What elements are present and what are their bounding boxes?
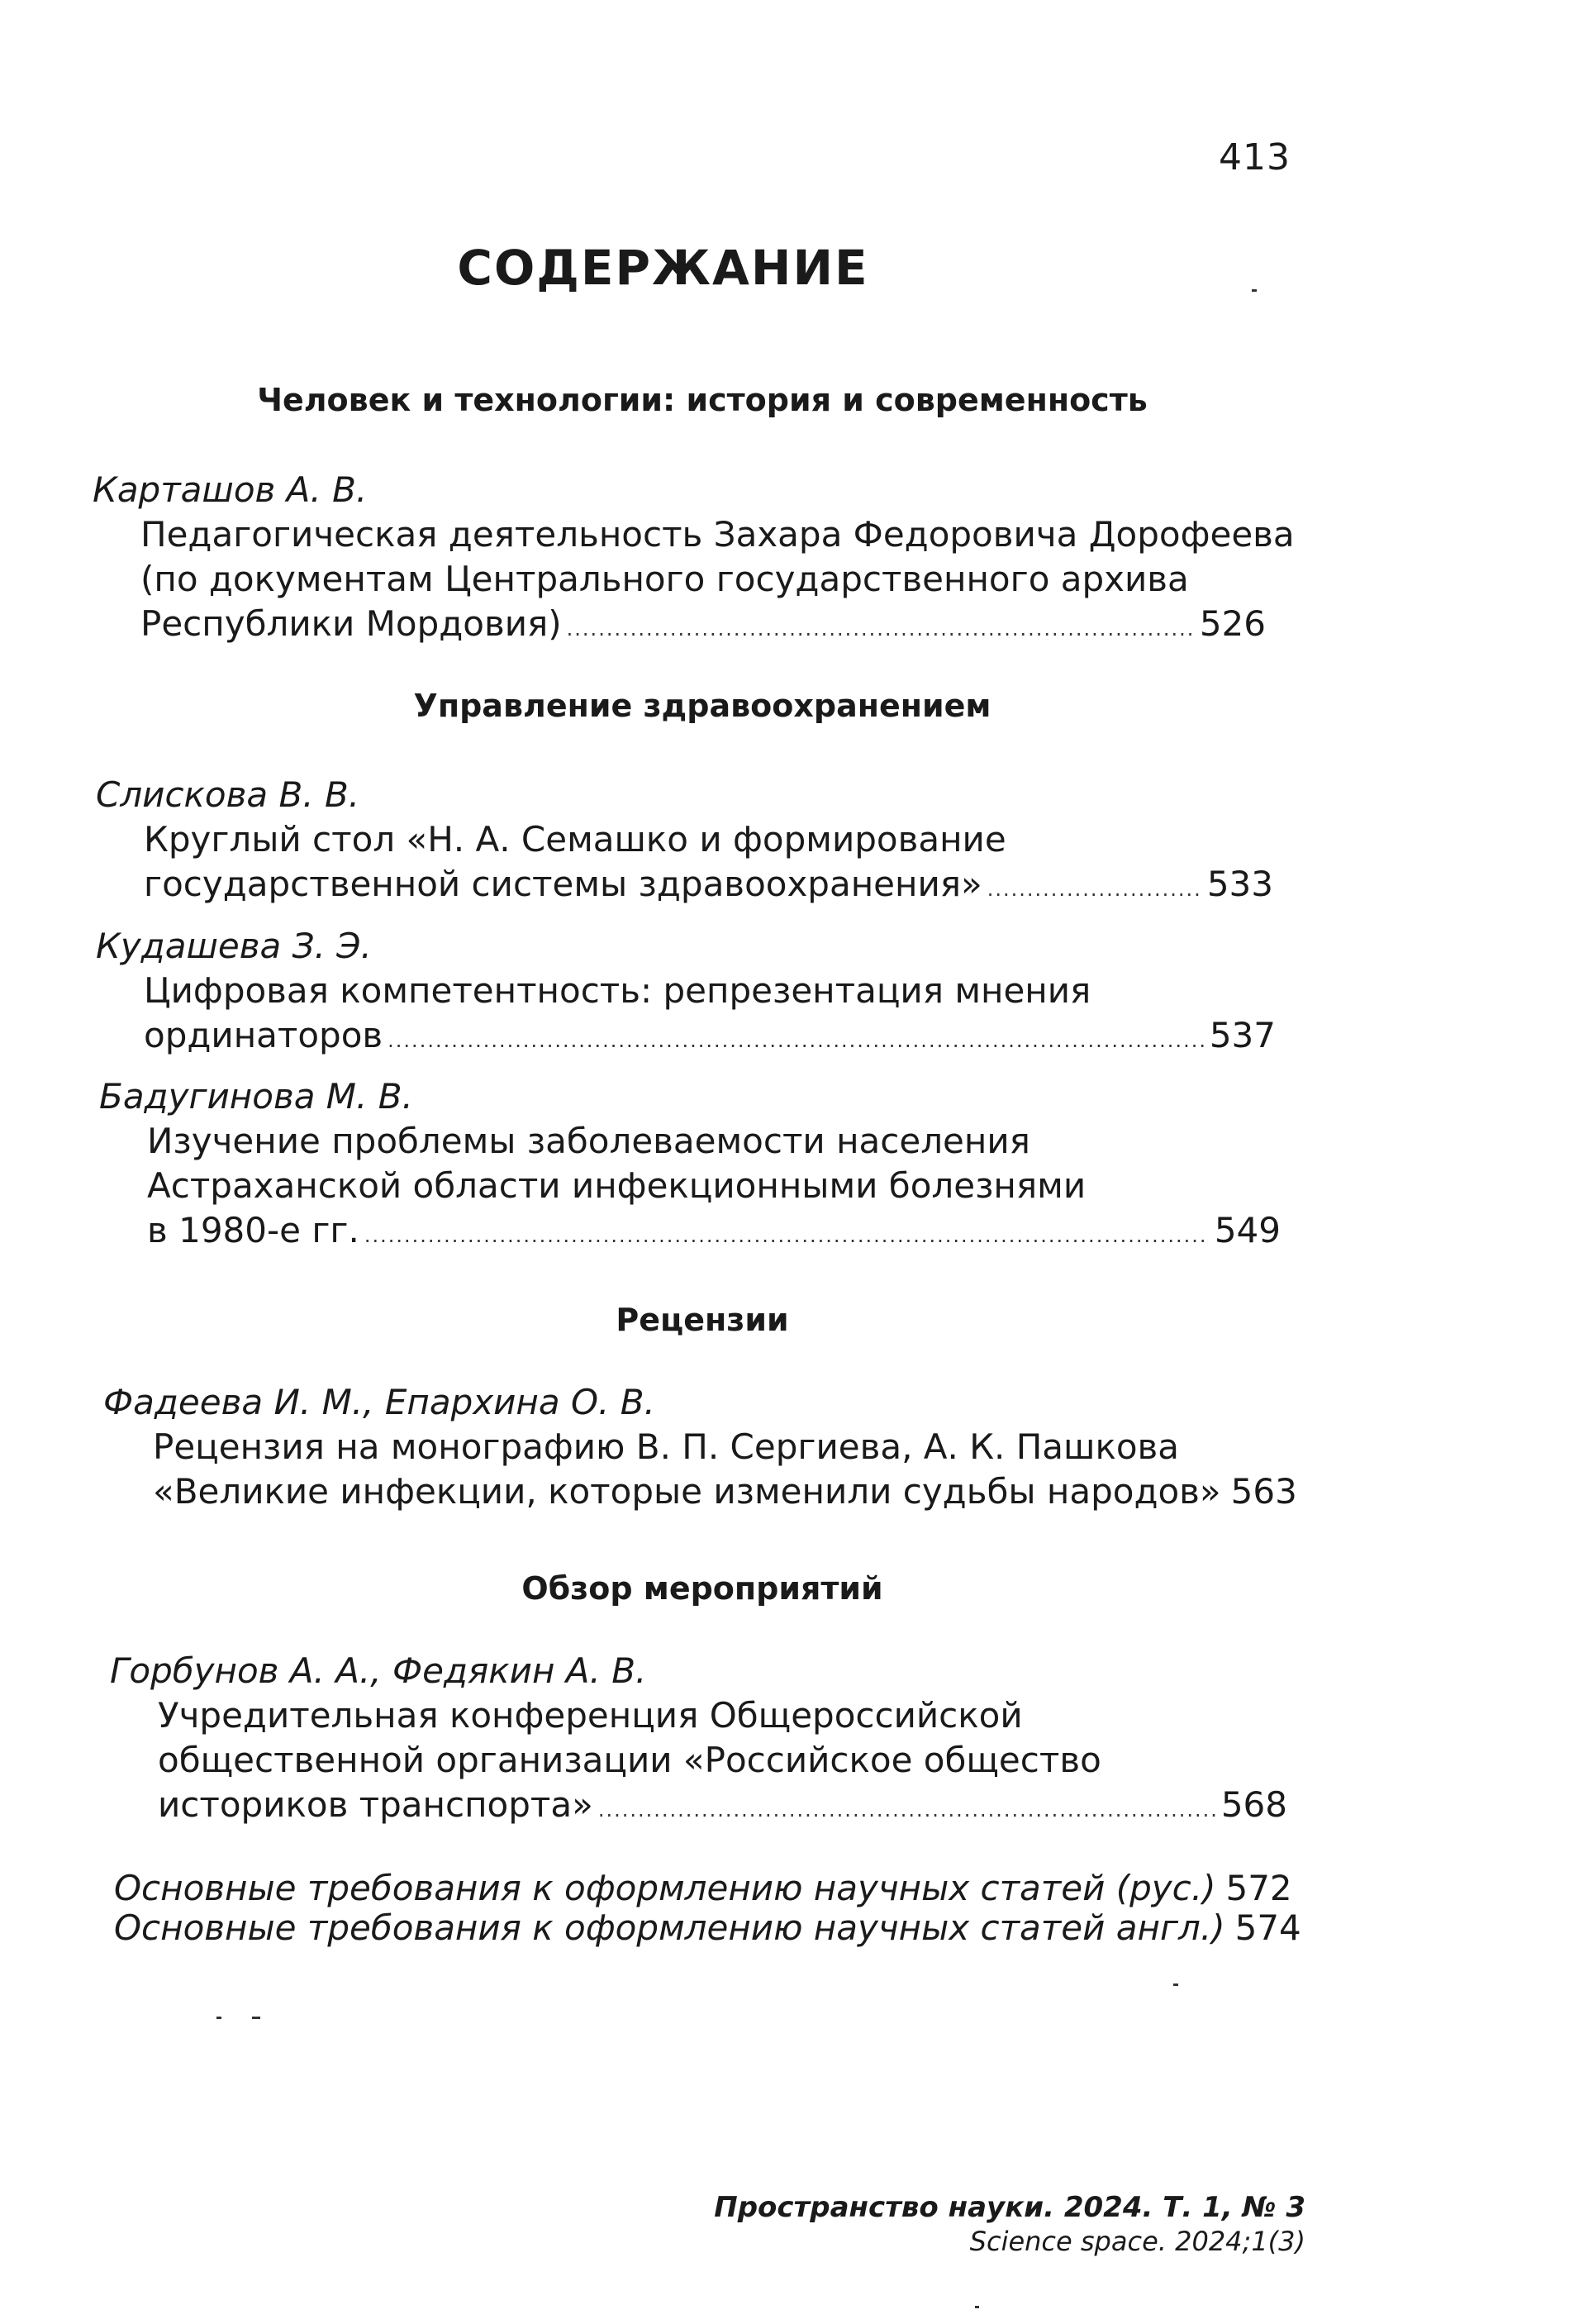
toc-entry (110, 1649, 1287, 1832)
entry-title-text: «Великие инфекции, которые изменили судьбы народов» (153, 1471, 1221, 1512)
scan-speck (1173, 1983, 1178, 1986)
entry-title-last-line (147, 1208, 1281, 1258)
entry-title-text: государственной системы здравоохранения» (144, 864, 982, 904)
journal-name-en: Science space. 2024;1(3) (969, 2226, 1305, 2257)
entry-author: Слискова В. В. (96, 774, 360, 815)
entry-page-number: 533 (1206, 864, 1273, 904)
entry-title-line: Учредительная конференция Общероссийской (158, 1695, 1023, 1736)
toc-entry (96, 924, 1276, 1063)
requirements-page-number: 572 (1225, 1868, 1292, 1908)
entry-author: Кудашева З. Э. (96, 926, 372, 966)
entry-title-text: в 1980-е гг. (147, 1210, 359, 1250)
toc-entry (99, 1074, 1281, 1258)
section-heading: Человек и технологии: история и современность (257, 382, 1148, 418)
leader-dots (598, 1788, 1216, 1832)
leader-dots (567, 607, 1195, 651)
entry-author: Фадеева И. М., Епархина О. В. (103, 1382, 655, 1422)
toc-entry (103, 1380, 1297, 1519)
entry-title-last-line (144, 1013, 1276, 1063)
requirements-text: Основные требования к оформлению научных статей (рус.) (114, 1868, 1216, 1908)
entry-title-line: общественной организации «Российское общество (158, 1740, 1101, 1780)
page-number: 413 (1219, 136, 1291, 179)
section-heading: Управление здравоохранением (413, 688, 991, 724)
toc-entry (96, 773, 1273, 912)
scan-speck (216, 2017, 221, 2019)
entry-title-line: Астраханской области инфекционными болезнями (147, 1165, 1087, 1206)
leader-dots (987, 867, 1202, 912)
entry-title-last-line (153, 1469, 1297, 1519)
toc-entry (93, 468, 1295, 651)
requirements-entry (114, 1868, 1292, 1912)
entry-page-number: 526 (1199, 603, 1266, 644)
entry-author: Горбунов А. А., Федякин А. В. (110, 1650, 647, 1691)
entry-title-last-line (140, 602, 1266, 651)
entry-title-last-line (158, 1783, 1287, 1832)
entry-author: Бадугинова М. В. (99, 1076, 413, 1117)
entry-title-last-line (144, 862, 1273, 912)
scan-speck (1252, 289, 1257, 292)
leader-dots (388, 1018, 1205, 1063)
journal-footer (714, 2190, 1305, 2258)
entry-page-number: 563 (1230, 1471, 1297, 1512)
entry-title-line: Круглый стол «Н. А. Семашко и формирование (144, 819, 1006, 860)
page-title: СОДЕРЖАНИЕ (457, 240, 869, 296)
entry-page-number: 549 (1214, 1210, 1281, 1250)
entry-title-text: ординаторов (144, 1015, 383, 1055)
section-heading: Рецензии (616, 1302, 789, 1338)
journal-name-ru: Пространство науки. 2024. Т. 1, № 3 (714, 2191, 1305, 2224)
entry-title-text: историков транспорта» (158, 1784, 593, 1825)
section-heading: Обзор мероприятий (521, 1570, 883, 1607)
requirements-page-number: 574 (1234, 1907, 1301, 1948)
entry-title-text: Республики Мордовия) (140, 603, 562, 644)
entry-author: Карташов А. В. (93, 469, 368, 510)
requirements-entry (114, 1907, 1301, 1952)
entry-title-line: Цифровая компетентность: репрезентация мнения (144, 970, 1091, 1011)
scan-speck (975, 2306, 979, 2308)
requirements-text: Основные требования к оформлению научных статей англ.) (114, 1907, 1225, 1948)
scan-speck (252, 2017, 260, 2019)
entry-page-number: 537 (1209, 1015, 1276, 1055)
entry-title-line: Рецензия на монографию В. П. Сергиева, А. К. Пашкова (153, 1426, 1180, 1467)
entry-title-line: Изучение проблемы заболеваемости населения (147, 1121, 1030, 1161)
leader-dots (364, 1213, 1210, 1258)
entry-title-line: Педагогическая деятельность Захара Федоровича Дорофеева (140, 514, 1295, 555)
entry-page-number: 568 (1220, 1784, 1287, 1825)
entry-title-line: (по документам Центрального государственного архива (140, 559, 1189, 599)
